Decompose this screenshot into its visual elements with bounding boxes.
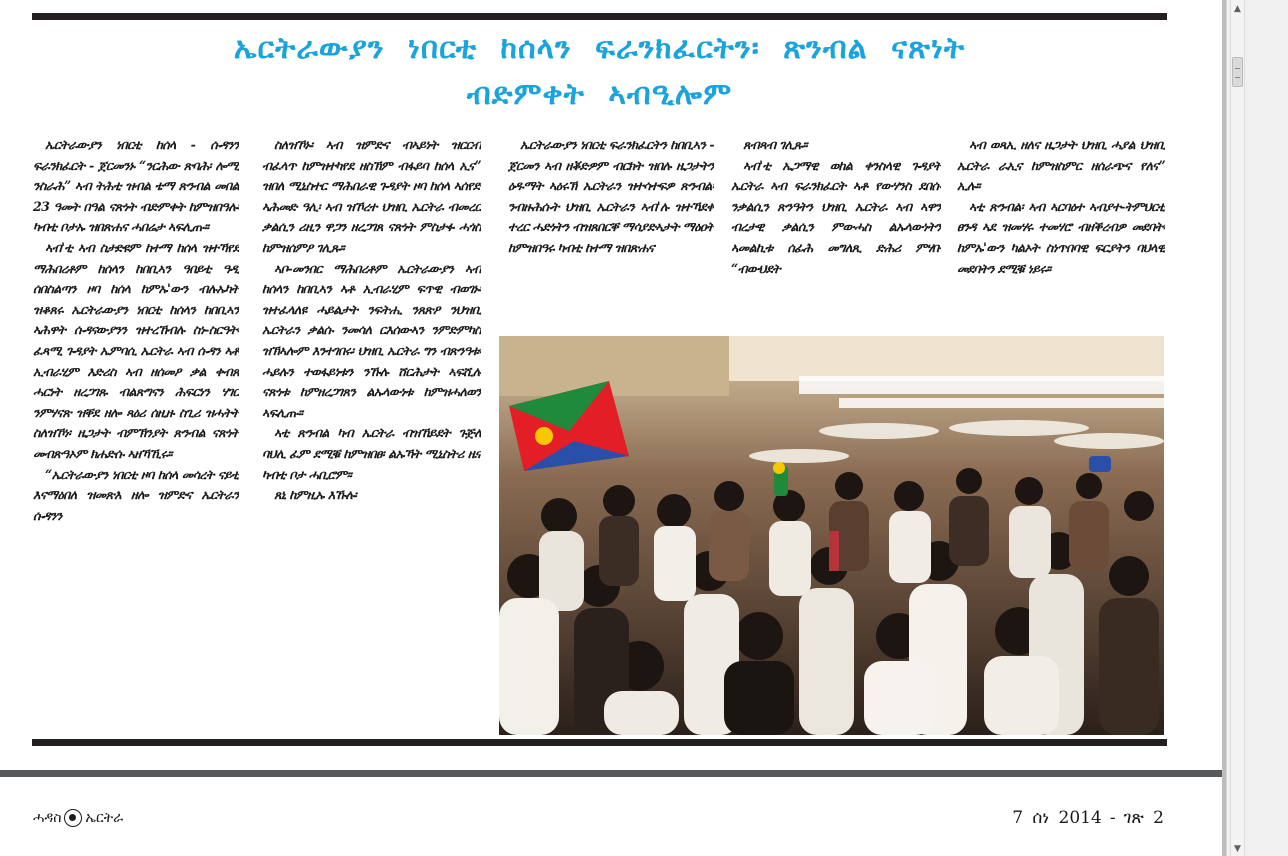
paragraph: ኣብ ወጻኢ ዘለና ዜጋታት ህዝቢ ሓያል ህዝቢ ኤርትራ ራኢና ከምዝስምር ዘሰራጭና የለና” ኢሉ፡፡	[957, 137, 1165, 194]
bottom-rule	[32, 739, 1167, 746]
issue-date: 7 ሰነ 2014	[1012, 808, 1102, 828]
footer-separator: -	[1109, 808, 1116, 828]
paragraph: ጸብጻብ ገሊጹ፡፡	[743, 137, 807, 152]
footer-brand	[33, 806, 123, 830]
article-column-3	[508, 135, 714, 335]
paragraph: ኤርትራውያን ነበርቲ ከሰላ - ሱዳንን ፍራንክፈርት - ጀርመንኑ “ንርሕው ጽባሕ፡ ሎሚ ንስራሕ” ኣብ ትሕቲ ዝብል ቴማ ጽንብል መበል 23 ዓመት በዓል ናጽነት ብድምቀት ከምዝበዓሉ፡ ካብቲ ቦታኡ ዝበጽሐና ሓበሬታ ኣፍሊጡ፡፡	[33, 137, 239, 235]
brand-name-left: ሓዳስ	[33, 810, 62, 826]
scroll-thumb[interactable]	[1232, 57, 1243, 87]
vertical-scrollbar[interactable]	[1230, 0, 1245, 856]
paragraph: ኣብ'ቲ ኤጋማዊ ወከል ቀንስላዊ ጉዳያት ኤርትራ ኣብ ፍራንክፈርት ኣቶ የውሃንስ ደበሱ ንቃልሲን ጽንዓትን ህዝቢ ኤርትራ ኣብ ኣዋን ብረታዊ ቃልሲን ምውሓስ ልኡላውነትን ኣመልኪቱ ሰፊሕ መግለጺ ድሕሪ ምሃቡ “ብውህደት	[731, 157, 941, 276]
celebration-photo	[499, 336, 1164, 735]
article-column-2	[262, 135, 481, 735]
paragraph: ጸኒ ከምዚኡ እኹሉ፡	[274, 487, 357, 503]
scroll-up-arrow-icon[interactable]: ▲	[1234, 4, 1241, 14]
article-column-5	[957, 135, 1165, 335]
headline-line-2: ብድምቀት ኣብዒሎም	[466, 77, 733, 112]
brand-name-right: ኤርትራ	[85, 810, 124, 826]
top-rule	[32, 13, 1167, 20]
paragraph: ኣቦ-መንበር ማሕበረቶም ኤርትራውያን ኣብ ከሰላን ከበቢኣን ኣቶ ኢብራሂም ፍጥዊ ብወገኑ፡ ዝተፈላለዩ ሓይልታት ንፍትሒ ንጸጽዖ ንህዝቢ ኤርትራን ቃልሱ ንመሳለ ርእሰውኣን ንምድምካስ ዝኽኣሎም እንተገበሩ፡ ህዝቢ ኤርትራ ግን ብጽንዓቱ፡ ሓይሉን ተወፋይነቱን ንኹሉ ሸርሕታት ኣፍሺሉ ናጽነቱ ከምዘረጋገጸን ልኡላውነቱ ከምዝሓለወን ኣፍሊጡ፡፡	[262, 260, 481, 420]
article-column-1	[33, 135, 239, 735]
page-number: ገጽ 2	[1123, 808, 1164, 828]
brand-emblem-icon	[64, 809, 82, 827]
paragraph: “ኤርትራውያን ነበርቲ ዞባ ከሰላ መሳረት ናይቲ እናማዕበለ ዝመጽእ ዘሎ ዝምድና ኤርትራን ሱዳንን	[33, 466, 239, 523]
paragraph: ስለዝኾኑ፡ ኣብ ዝምድና ብኣይነት ዝርርብ ብፈላጥ ከምዝተካየደ ዘስኽም ብፋይባ ከሰላ ኢና” ዝበለ ሚኒስተር ማሕበራዊ ጉዳያት ዞባ ከሰላ ኣሰየድ ኣሕመድ ዓሊ፡ ኣብ ዝኾረተ ህዝቢ ኤርትራ ብመረር ቃልሲን ሪዚን ዋጋን ዘረጋገጸ ናጽነት ምስታፉ ሓጎስ ከምዝሰምዖ ገሊጹ፡፡	[262, 137, 481, 255]
headline-line-1: ኤርትራውያን ነበርቲ ከሰላን ፍራንክፈርትን፡ ጽንብል ናጽነት	[233, 31, 966, 66]
paragraph: ኣቲ ጽንብል ካብ ኤርትራ ብዝኸይደት ጉጅለ ባህሊ ፈም ደሚቑ ከምዝበፀ፡ ልኡኻት ሚኒስትሪ ዜና ካብቲ ቦታ ሓቢሮም፡፡	[262, 425, 481, 482]
article-column-4	[731, 135, 941, 335]
page-separator-band	[0, 770, 1226, 777]
headline	[32, 26, 1167, 118]
scroll-down-arrow-icon[interactable]: ▼	[1234, 844, 1241, 854]
footer-date	[1004, 806, 1164, 830]
crowd-illustration	[499, 336, 1164, 735]
paragraph: ኤርትራውያን ነበርቲ ፍራንክፈርትን ከበቢኣን - ጀርመን ኣብ ዘቖድዎም ብርክት ዝበሉ ዜጋታትን ዕዱማት ኣዕሩኽ ኤርትራን ዝተሳተፍዎ ጽንብል፡ ንብዙሕሱት ህዝቢ ኤርትራን ኣብ'ሉ ዝተኻደቀ ተረር ሓድነትን ብዝጸበርቐ ማሳያድኣታት ማዕዐት ከምዝበዓሩ ካብቲ ከተማ ዝበጽሐና	[508, 137, 714, 255]
paragraph: ኣብ'ቲ ኣብ ስታድዩም ከተማ ከሰላ ዝተኻየደ ማሕበረቶም ከሰላን ከበቢኣን ዓበይቲ ዓዲ ሰበስልጣን ዞባ ከሰላ ከምኡ'ውን ብሉኡካት ዝቆጸሩ ኤርትራውያን ነበርቲ ከሰላን ከበቢኣን ኣሕዋት ሱዳናውያንን ዝተረኸብሉ ስነ-ስርዓት፡ ፈጻሚ ጉዳያት ኤምባሲ ኤርትራ ኣብ ሱዳን ኣቶ ኢብራሂም እድሪስ ኣብ ዘሰመዖ ቃል ቀብጸ ሓርነት ዘረጋገጹ ብልጽግናን ሕፍርነን ሃገር ንምሃናጽ ዝቐደ ዘሎ ጻዕሪ ሰዚዙ ስጊሪ ዝሓትት ስለዝኾነ፡ ዜጋታት ብምኽንያት ጽንብል ናጽነት መብጽዓኦም ክሐድሱ ኣዘኻኺሩ፡፡	[33, 239, 239, 461]
paragraph: ኣቲ ጽንብል፡ ኣብ ኣርባዕተ ኣብያተ-ትምህርቲ ፀንዳ ኣደ ዝመሃሩ ተመሃሮ ብዘቕረብዎ መደባት፡ ከምኡ'ውን ካልኦት ስነጥበባዊ ፍርያትን ባህላዊ መደባትን ደሚቑ ነይሩ፡፡	[957, 198, 1165, 276]
